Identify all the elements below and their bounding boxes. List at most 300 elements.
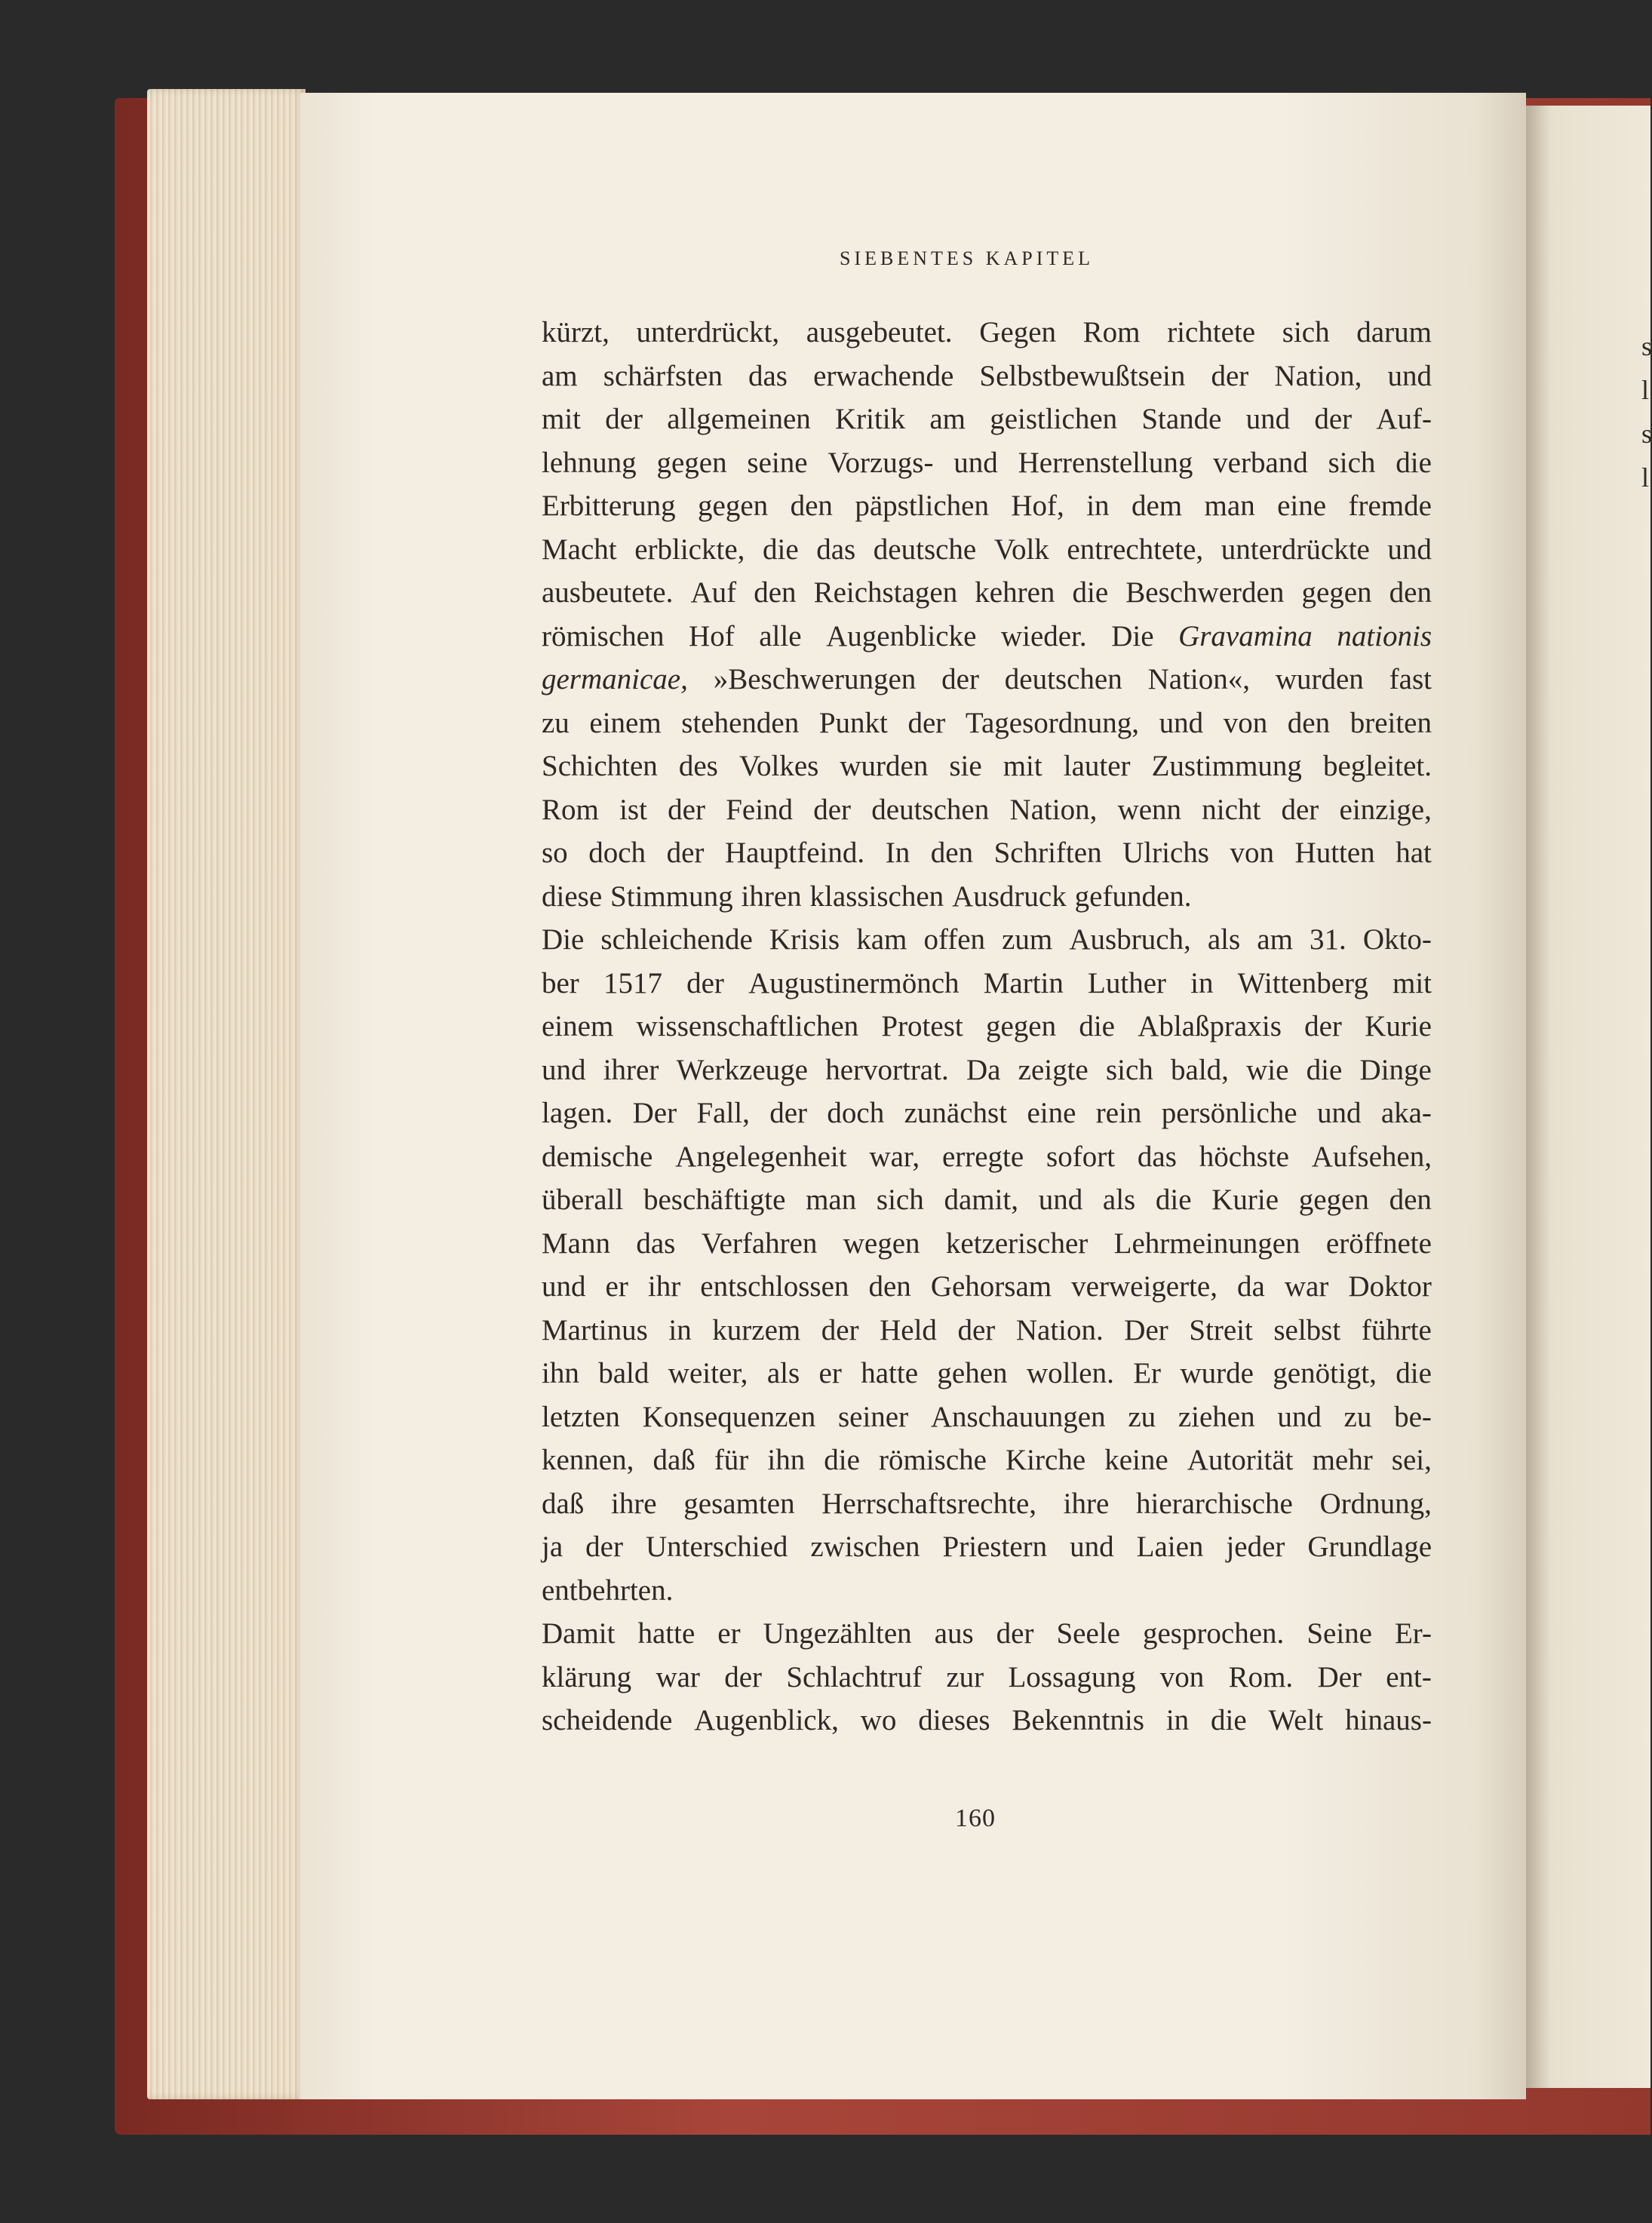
word: kennen,	[542, 1444, 634, 1476]
word: Augenblick,	[694, 1704, 839, 1736]
word: verband	[1213, 446, 1308, 479]
word: hatte	[637, 1617, 695, 1650]
word: doch	[588, 837, 646, 869]
word: den	[790, 490, 833, 522]
word: dieses	[918, 1704, 990, 1736]
text-line	[542, 1439, 1432, 1482]
word: Ordnung,	[1319, 1487, 1432, 1520]
word: gesamten	[683, 1487, 795, 1520]
text-line	[542, 1309, 1432, 1353]
word: Okto-	[1362, 923, 1432, 956]
word: Luther	[1088, 966, 1166, 999]
word: wollen.	[1026, 1357, 1114, 1389]
text-line	[542, 875, 1432, 919]
word: ihrer	[603, 1053, 659, 1086]
word: und	[1159, 706, 1204, 739]
word: nicht	[1202, 793, 1261, 826]
word: Ausdruck	[952, 880, 1067, 913]
word: Rom	[1082, 316, 1141, 348]
word: wie	[1246, 1053, 1289, 1086]
word: zwischen	[810, 1531, 920, 1563]
word: der	[941, 663, 979, 695]
word: jeder	[1226, 1531, 1285, 1563]
word: mehr	[1312, 1444, 1373, 1476]
word: Volk	[993, 533, 1049, 566]
facing-page-letter: l	[1641, 375, 1650, 405]
word: Hof,	[1011, 490, 1064, 522]
word: und	[1277, 1400, 1322, 1433]
word: die	[1396, 1357, 1432, 1389]
word: Die	[1111, 619, 1154, 652]
word: sei,	[1391, 1444, 1432, 1476]
word: Ausbruch,	[1069, 923, 1191, 956]
word: selbst	[1273, 1313, 1341, 1346]
word: Augustinermönch	[748, 966, 960, 999]
word: aka-	[1380, 1097, 1432, 1129]
facing-page-letter: s	[1641, 331, 1652, 361]
word: sich	[876, 1184, 924, 1216]
word: doch	[827, 1097, 885, 1129]
word: päpstlichen	[855, 490, 989, 522]
word: Kirche	[1006, 1444, 1086, 1476]
word: gesprochen.	[1142, 1617, 1285, 1650]
word: eine	[1027, 1097, 1076, 1129]
word: keine	[1104, 1444, 1168, 1476]
word: lagen.	[542, 1097, 613, 1129]
text-line	[542, 745, 1432, 788]
word: letzten	[542, 1400, 620, 1433]
word: des	[678, 750, 718, 782]
word: sie	[949, 750, 982, 782]
word: Selbstbewußtsein	[979, 359, 1186, 392]
facing-page-letter: l	[1641, 462, 1650, 493]
word: Grundlage	[1307, 1531, 1432, 1563]
word: der	[821, 1313, 859, 1346]
word: den	[868, 1270, 911, 1303]
word: einem	[589, 706, 662, 739]
word: römischen	[542, 619, 665, 652]
word: bald,	[1171, 1053, 1229, 1086]
running-head: SIEBENTES KAPITEL	[840, 247, 1095, 269]
word: Der	[1317, 1660, 1362, 1693]
word: lauter	[1063, 750, 1131, 782]
word: Schlachtruf	[786, 1660, 923, 1693]
word: wissenschaftlichen	[636, 1010, 859, 1042]
word: zeigte	[1018, 1053, 1089, 1086]
word: Kurie	[1365, 1010, 1432, 1042]
word: den	[1389, 1184, 1432, 1216]
word: die	[1211, 1704, 1247, 1736]
word: eröffnete	[1325, 1227, 1432, 1260]
word: Krisis	[769, 923, 840, 956]
text-line	[542, 1049, 1432, 1092]
word: unterdrückt,	[636, 316, 780, 348]
word: Macht	[542, 533, 617, 566]
word: ber	[542, 966, 579, 999]
word: und	[1387, 533, 1432, 566]
word: wegen	[843, 1227, 920, 1260]
word: am	[1257, 923, 1293, 956]
word: Hauptfeind.	[724, 837, 865, 869]
word: zu	[542, 706, 570, 739]
word: sich	[1105, 1053, 1153, 1086]
word: und	[1387, 359, 1432, 392]
word: kurzem	[712, 1313, 801, 1346]
word: Protest	[881, 1010, 963, 1042]
text-line	[542, 1222, 1432, 1266]
word: einem	[542, 1010, 614, 1042]
word: germanicae,	[542, 663, 688, 695]
word: hat	[1396, 837, 1432, 869]
word: so	[542, 837, 568, 869]
word: deutsche	[873, 533, 977, 566]
facing-page-letter: s	[1641, 419, 1652, 449]
word: erregte	[941, 1140, 1024, 1173]
word: Hutten	[1294, 837, 1375, 869]
word: für	[714, 1444, 749, 1476]
word: war,	[869, 1140, 920, 1173]
word: damit,	[944, 1184, 1019, 1216]
word: Nation,	[1274, 359, 1362, 392]
word: das	[816, 533, 856, 566]
word: Augenblicke	[826, 619, 977, 652]
text-line	[542, 918, 1432, 962]
word: Held	[880, 1313, 937, 1346]
word: fremde	[1348, 490, 1432, 522]
word: Ungezählten	[763, 1617, 912, 1650]
word: wurden	[1275, 663, 1364, 695]
word: richtete	[1167, 316, 1256, 348]
word: Aufsehen,	[1311, 1140, 1432, 1173]
word: als	[1102, 1184, 1136, 1216]
word: Fall,	[696, 1097, 750, 1129]
word: von	[1159, 1660, 1205, 1693]
word: wurde	[1180, 1357, 1254, 1389]
word: Priestern	[942, 1531, 1048, 1563]
word: der	[668, 793, 705, 826]
word: Punkt	[818, 706, 888, 739]
word: diese	[542, 880, 603, 913]
text-line	[542, 1265, 1432, 1309]
text-line	[542, 355, 1432, 398]
word: die	[1072, 576, 1109, 609]
word: Schriften	[993, 837, 1102, 869]
word: ihre	[610, 1487, 657, 1520]
word: als	[1207, 923, 1241, 956]
word: der	[957, 1313, 996, 1346]
word: Angelegenheit	[675, 1140, 847, 1173]
word: Damit	[542, 1617, 616, 1650]
word: Kurie	[1211, 1184, 1279, 1216]
word: und	[542, 1270, 586, 1303]
text-line	[542, 1135, 1432, 1179]
word: erwachende	[813, 359, 954, 392]
text-line	[542, 571, 1432, 615]
text-line	[542, 962, 1432, 1006]
word: Ablaßpraxis	[1138, 1010, 1282, 1042]
word: Lehrmeinungen	[1113, 1227, 1300, 1260]
word: eine	[1277, 490, 1327, 522]
word: römische	[878, 1444, 987, 1476]
word: Feind	[726, 793, 794, 826]
word: überall	[542, 1184, 624, 1216]
word: sich	[1328, 446, 1376, 479]
word: wurden	[840, 750, 929, 782]
word: Erbitterung	[542, 490, 676, 522]
page-edges	[147, 89, 306, 2099]
word: er	[818, 1357, 842, 1389]
word: der	[813, 793, 852, 826]
word: gehen	[937, 1357, 1008, 1389]
word: und	[542, 1053, 586, 1086]
word: Auf	[690, 576, 737, 609]
word: daß	[542, 1487, 585, 1520]
word: unterdrückte	[1221, 533, 1370, 566]
word: Er-	[1394, 1617, 1432, 1650]
word: erblickte,	[634, 533, 745, 566]
word: hinaus-	[1345, 1704, 1432, 1736]
word: ent-	[1386, 1660, 1432, 1693]
word: am	[542, 359, 578, 392]
word: aus	[934, 1617, 974, 1650]
word: fast	[1389, 663, 1432, 695]
word: sofort	[1046, 1140, 1116, 1173]
word: Hof	[689, 619, 735, 652]
word: ihre	[1063, 1487, 1110, 1520]
word: das	[636, 1227, 676, 1260]
word: »Beschwerungen	[713, 663, 917, 695]
word: die	[1306, 1053, 1343, 1086]
text-line	[542, 1352, 1432, 1396]
word: Kritik	[834, 403, 906, 435]
word: Werkzeuge	[676, 1053, 808, 1086]
word: das	[748, 359, 788, 392]
word: der	[907, 706, 946, 739]
text-line	[542, 1396, 1432, 1439]
word: Vorzugs-	[828, 446, 934, 479]
word: die	[1079, 1010, 1115, 1042]
word: deutschen	[1004, 663, 1122, 695]
word: gegen	[698, 490, 769, 522]
word: seine	[747, 446, 808, 479]
word: Martinus	[542, 1313, 648, 1346]
word: Auf-	[1376, 403, 1432, 435]
word: Reichstagen	[813, 576, 958, 609]
word: Seele	[1056, 1617, 1120, 1650]
word: Martin	[983, 966, 1064, 999]
word: man	[1204, 490, 1255, 522]
word: ja	[542, 1531, 563, 1563]
word: Er	[1133, 1357, 1162, 1389]
text-line	[542, 1005, 1432, 1049]
word: die	[824, 1444, 860, 1476]
word: den	[930, 837, 974, 869]
body-text	[542, 311, 1432, 1742]
word: Gehorsam	[930, 1270, 1052, 1303]
word: Herrenstellung	[1018, 446, 1193, 479]
word: man	[806, 1184, 857, 1216]
word: Dinge	[1359, 1053, 1432, 1086]
word: zur	[946, 1660, 984, 1693]
word: wieder.	[1000, 619, 1087, 652]
text-line	[542, 1482, 1432, 1526]
word: mit	[542, 403, 582, 435]
word: kehren	[975, 576, 1055, 609]
word: der	[666, 837, 705, 869]
word: gegen	[656, 446, 727, 479]
text-line	[542, 1178, 1432, 1222]
word: seiner	[837, 1400, 909, 1433]
text-line	[542, 484, 1432, 528]
word: in	[1165, 1704, 1190, 1736]
word: allgemeinen	[667, 403, 811, 435]
word: der	[1211, 359, 1249, 392]
word: Herrschaftsrechte,	[821, 1487, 1036, 1520]
word: Nation.	[1015, 1313, 1104, 1346]
word: gegen	[1301, 576, 1372, 609]
word: wo	[860, 1704, 897, 1736]
text-line	[542, 1092, 1432, 1135]
word: gegen	[985, 1010, 1057, 1042]
word: mit	[1003, 750, 1042, 782]
word: war	[1284, 1270, 1329, 1303]
word: der	[996, 1617, 1034, 1650]
word: Beschwerden	[1125, 576, 1285, 609]
text-line	[542, 1699, 1432, 1742]
word: von	[1230, 837, 1274, 869]
word: schleichende	[600, 923, 753, 956]
word: ausgebeutet.	[806, 316, 953, 348]
word: nationis	[1337, 619, 1432, 652]
word: entschlossen	[700, 1270, 849, 1303]
text-line	[542, 702, 1432, 745]
word: stehenden	[681, 706, 800, 739]
text-line	[542, 1612, 1432, 1656]
word: Nation«,	[1147, 663, 1250, 695]
word: die	[1396, 446, 1432, 479]
word: zu	[1128, 1400, 1156, 1433]
word: und	[953, 446, 998, 479]
word: Welt	[1268, 1704, 1324, 1736]
word: 31.	[1310, 923, 1346, 956]
word: alle	[759, 619, 802, 652]
word: ihn	[767, 1444, 806, 1476]
text-line	[542, 311, 1432, 355]
word: Wittenberg	[1237, 966, 1368, 999]
word: Der	[1124, 1313, 1168, 1346]
word: in	[1190, 966, 1214, 999]
word: höchste	[1199, 1140, 1289, 1173]
word: der	[1314, 403, 1353, 435]
word: breiten	[1350, 706, 1432, 739]
word: einzige,	[1339, 793, 1432, 826]
word: die	[1155, 1184, 1192, 1216]
word: ihr	[647, 1270, 681, 1303]
word: persönliche	[1161, 1097, 1297, 1129]
word: Mann	[542, 1227, 610, 1260]
facing-page-text-fragments	[1641, 324, 1652, 513]
word: den	[754, 576, 797, 609]
word: gefunden.	[1074, 880, 1192, 913]
text-line	[542, 831, 1432, 875]
word: der	[724, 1660, 763, 1693]
word: ziehen	[1178, 1400, 1255, 1433]
word: da	[1237, 1270, 1265, 1303]
word: hierarchische	[1135, 1487, 1293, 1520]
word: sich	[1282, 316, 1330, 348]
word: zu	[1343, 1400, 1372, 1433]
word: er	[605, 1270, 628, 1303]
word: Laien	[1136, 1531, 1204, 1563]
word: verweigerte,	[1071, 1270, 1218, 1303]
word: mit	[1392, 966, 1432, 999]
word: Stande	[1141, 403, 1222, 435]
word: führte	[1361, 1313, 1432, 1346]
word: der	[1304, 1010, 1342, 1042]
text-line	[542, 788, 1432, 832]
word: dem	[1131, 490, 1183, 522]
word: Autorität	[1187, 1444, 1294, 1476]
text-line	[542, 1656, 1432, 1699]
word: Bekenntnis	[1012, 1704, 1144, 1736]
facing-page	[1526, 106, 1650, 2088]
word: er	[717, 1617, 741, 1650]
word: ihren	[741, 880, 802, 913]
word: Unterschied	[645, 1531, 788, 1563]
text-line	[542, 1525, 1432, 1569]
word: weiter,	[668, 1357, 748, 1389]
word: gegen	[1298, 1184, 1369, 1216]
word: Tagesordnung,	[965, 706, 1140, 739]
word: demische	[542, 1140, 653, 1173]
word: genötigt,	[1273, 1357, 1377, 1389]
word: geistlichen	[990, 403, 1118, 435]
text-line	[542, 1569, 1432, 1613]
word: in	[1086, 490, 1110, 522]
word: ihn	[542, 1357, 579, 1389]
word: be-	[1394, 1400, 1432, 1433]
word: der	[769, 1097, 808, 1129]
word: kam	[856, 923, 907, 956]
word: Die	[542, 923, 585, 956]
text-line	[542, 441, 1432, 485]
word: beschäftigte	[643, 1184, 786, 1216]
word: klassischen	[809, 880, 944, 913]
word: Rom.	[1228, 1660, 1294, 1693]
text-line	[542, 658, 1432, 702]
word: schärfsten	[603, 359, 723, 392]
word: der	[605, 403, 643, 435]
word: offen	[923, 923, 986, 956]
word: Lossagung	[1008, 1660, 1136, 1693]
word: ist	[619, 793, 647, 826]
word: daß	[653, 1444, 695, 1476]
word: Volkes	[738, 750, 819, 782]
word: bald	[598, 1357, 649, 1389]
word: Gegen	[979, 316, 1057, 348]
word: den	[1287, 706, 1331, 739]
word: war	[656, 1660, 700, 1693]
word: hatte	[861, 1357, 919, 1389]
word: und	[1245, 403, 1291, 435]
word: Gravamina	[1178, 619, 1313, 652]
word: ketzerischer	[945, 1227, 1089, 1260]
word: Verfahren	[701, 1227, 818, 1260]
word: klärung	[542, 1660, 632, 1693]
word: darum	[1356, 316, 1432, 348]
word: ausbeutete.	[542, 576, 674, 609]
word: zum	[1002, 923, 1053, 956]
